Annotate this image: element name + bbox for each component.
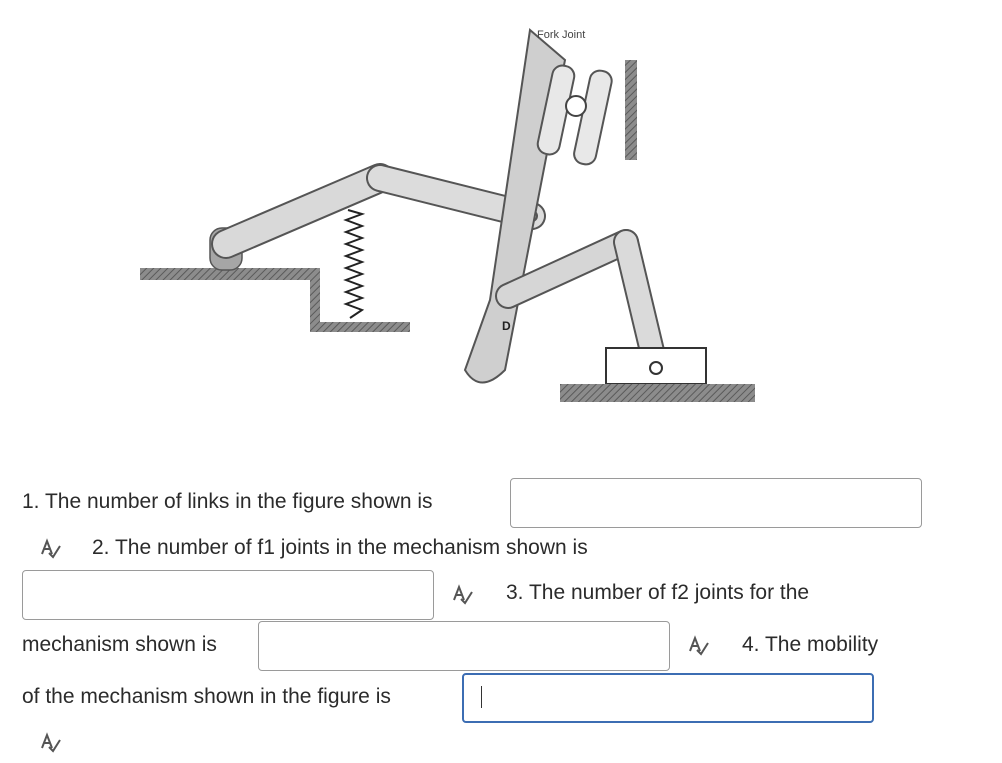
label-d: D <box>502 319 511 333</box>
fork-prong-right <box>572 69 613 166</box>
question-1-text: 1. The number of links in the figure shown is <box>22 490 433 513</box>
question-4-text: 4. The mobility <box>742 633 879 656</box>
answer-2-input[interactable] <box>22 570 434 620</box>
left-ground <box>140 268 410 332</box>
answer-1-input[interactable] <box>510 478 922 528</box>
spellcheck-icon[interactable] <box>38 536 64 562</box>
question-2-text: 2. The number of f1 joints in the mechanism shown is <box>92 536 588 559</box>
mechanism-figure <box>110 0 790 420</box>
spellcheck-icon[interactable] <box>450 582 476 608</box>
question-3-text-continued: mechanism shown is <box>22 633 217 656</box>
answer-3-input[interactable] <box>258 621 670 671</box>
question-3-text: 3. The number of f2 joints for the <box>506 581 810 604</box>
label-fork-joint: Fork Joint <box>537 29 586 41</box>
right-wall <box>625 60 637 160</box>
slider-block <box>606 348 706 384</box>
spring-icon <box>346 210 362 318</box>
answer-4-input[interactable] <box>462 673 874 723</box>
fork-pin <box>566 96 586 116</box>
spellcheck-icon[interactable] <box>686 633 712 659</box>
spellcheck-icon[interactable] <box>38 730 64 756</box>
text-cursor <box>481 686 482 708</box>
answer-4-wrapper <box>462 673 874 723</box>
question-4-text-continued: of the mechanism shown in the figure is <box>22 685 391 708</box>
right-ground <box>560 384 755 402</box>
